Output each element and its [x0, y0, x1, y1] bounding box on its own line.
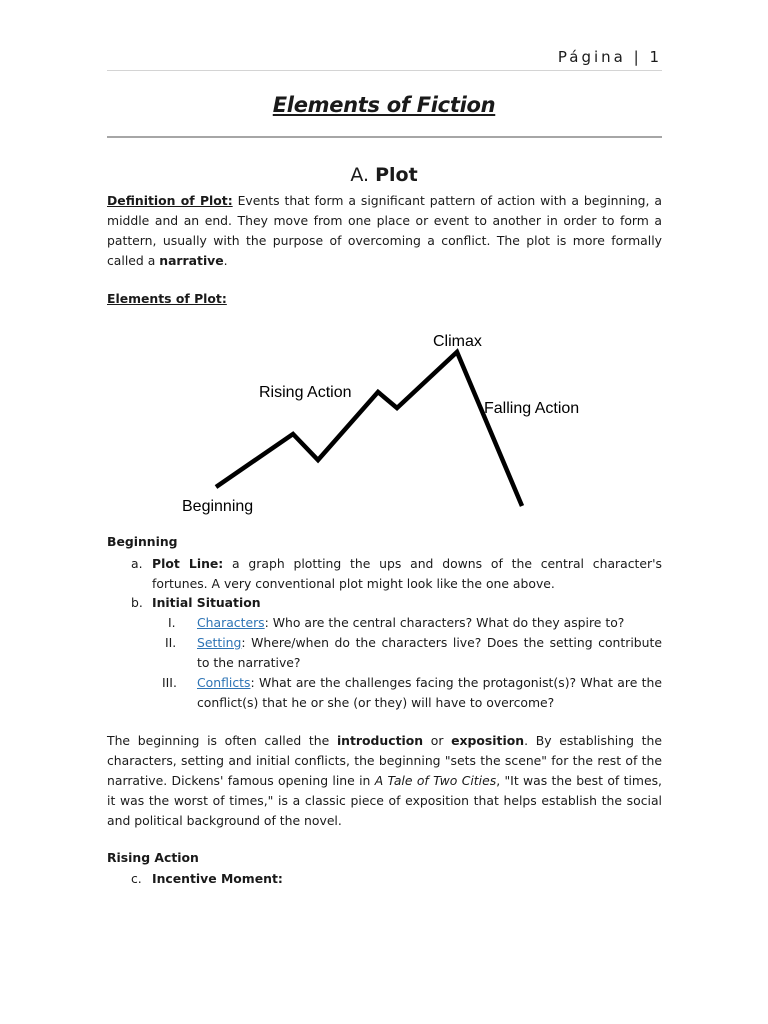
header-divider — [107, 70, 662, 71]
exposition-term-exposition: exposition — [451, 733, 525, 748]
title-divider — [107, 136, 662, 138]
label-beginning: Beginning — [182, 498, 254, 515]
plot-line — [216, 352, 522, 506]
section-name: Plot — [375, 164, 418, 186]
exposition-term-introduction: introduction — [336, 733, 424, 748]
list-item-initial-situation: Initial Situation — [152, 595, 261, 610]
elements-heading: Elements of Plot: — [107, 291, 227, 306]
beginning-heading: Beginning — [107, 534, 178, 549]
document-title: Elements of Fiction — [272, 93, 496, 117]
label-climax: Climax — [433, 333, 482, 350]
characters-text: : Who are the central characters? What do they aspire to? — [264, 615, 625, 630]
label-rising-action: Rising Action — [259, 384, 352, 401]
page-number: Página | 1 — [557, 48, 662, 66]
conflicts-link[interactable]: Conflicts — [197, 675, 251, 690]
plot-line-label: Plot Line: — [152, 556, 224, 571]
list-marker: I. — [168, 615, 176, 630]
exposition-text: . By establishing the characters, setting and initial conflicts, the beginning "sets the scene" for the rest of the narrative. Dickens' famous opening line in — [107, 733, 662, 788]
list-marker: III. — [162, 675, 177, 690]
setting-link[interactable]: Setting — [197, 635, 242, 650]
definition-label: Definition of Plot: — [107, 193, 233, 208]
plot-diagram — [170, 322, 610, 522]
list-item-incentive-moment: Incentive Moment: — [152, 871, 283, 886]
section-heading — [0, 164, 768, 186]
rising-action-heading: Rising Action — [107, 850, 199, 865]
list-marker: a. — [131, 556, 143, 571]
list-item-setting — [197, 633, 662, 673]
list-item-characters — [197, 613, 662, 633]
list-item-plot-line — [152, 554, 662, 594]
plot-definition — [107, 191, 662, 271]
definition-text: Events that form a significant pattern of action with a beginning, a middle and an end. They move from one place or event to another in order to form a pattern, usually with the purpose of overcoming a conflict. The plot is more formally called a — [107, 193, 662, 268]
list-marker: b. — [131, 595, 143, 610]
list-marker: II. — [165, 635, 177, 650]
exposition-text: , "It was the best of times, it was the worst of times," is a classic piece of exposition that helps establish the social and political background of the novel. — [107, 773, 662, 828]
plot-line-text: a graph plotting the ups and downs of the central character's fortunes. A very conventional plot might look like the one above. — [152, 556, 662, 591]
definition-bold-word: narrative — [159, 253, 224, 268]
exposition-paragraph — [107, 731, 662, 831]
definition-end: . — [223, 253, 228, 268]
label-falling-action: Falling Action — [484, 400, 580, 417]
book-title: A Tale of Two Cities — [374, 773, 497, 788]
section-letter: A. — [350, 164, 370, 186]
list-marker: c. — [131, 871, 142, 886]
exposition-text: The beginning is often called the — [107, 733, 337, 748]
characters-link[interactable]: Characters — [197, 615, 265, 630]
setting-text: : Where/when do the characters live? Does the setting contribute to the narrative? — [197, 635, 662, 670]
list-item-conflicts — [197, 673, 662, 713]
conflicts-text: : What are the challenges facing the protagonist(s)? What are the conflict(s) that he or she (or they) will have to overcome? — [197, 675, 662, 710]
exposition-text: or — [423, 733, 452, 748]
